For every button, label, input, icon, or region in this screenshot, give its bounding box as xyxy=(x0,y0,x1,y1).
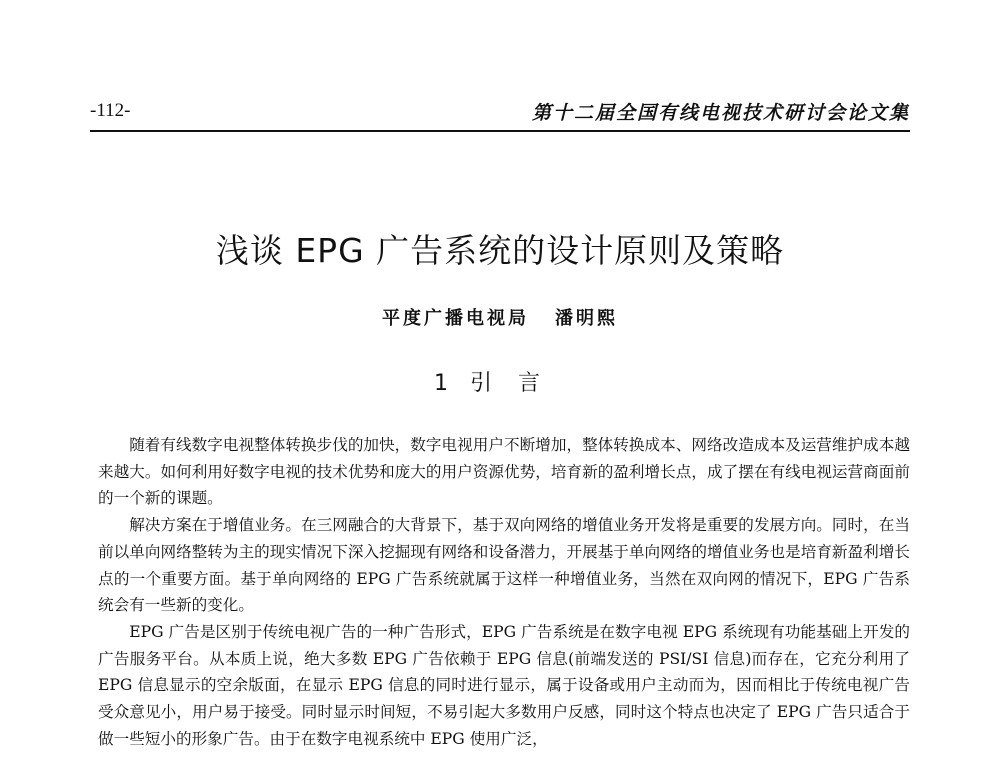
body-text xyxy=(98,432,910,752)
page-header xyxy=(90,98,910,128)
author: 潘明熙 xyxy=(555,308,618,329)
paragraph: EPG 广告是区别于传统电视广告的一种广告形式，EPG 广告系统是在数字电视 EPG 系统现有功能基础上开发的广告服务平台。从本质上说，绝大多数 EPG 广告依赖于 EPG 信息(前端发送的 PSI/SI 信息)而存在，它充分利用了 EPG 信息显示的空余版面，在显示 EPG 信息的同时进行显示，属于设备或用户主动而为，因而相比于传统电视广告受众意见小，用户易于接受。同时显示时间短，不易引起大多数用户反感，同时这个特点也决定了 EPG 广告只适合于做一些短小的形象广告。由于在数字电视系统中 EPG 使用广泛， xyxy=(98,622,910,748)
section-heading xyxy=(0,366,1000,397)
page-number: -112- xyxy=(90,100,131,121)
affiliation: 平度广播电视局 xyxy=(382,308,529,329)
byline xyxy=(0,304,1000,330)
article-title: 浅谈 EPG 广告系统的设计原则及策略 xyxy=(215,231,785,270)
header-rule xyxy=(90,130,910,132)
running-head: 第十二届全国有线电视技术研讨会论文集 xyxy=(531,102,910,124)
paragraph: 解决方案在于增值业务。在三网融合的大背景下，基于双向网络的增值业务开发将是重要的发展方向。同时，在当前以单向网络整转为主的现实情况下深入挖掘现有网络和设备潜力，开展基于单向网络的增值业务也是培育新盈利增长点的一个重要方面。基于单向网络的 EPG 广告系统就属于这样一种增值业务，当然在双向网的情况下，EPG 广告系统会有一些新的变化。 xyxy=(98,516,910,615)
paragraph: 随着有线数字电视整体转换步伐的加快，数字电视用户不断增加，整体转换成本、网络改造成本及运营维护成本越来越大。如何利用好数字电视的技术优势和庞大的用户资源优势，培育新的盈利增长点，成了摆在有线电视运营商面前的一个新的课题。 xyxy=(98,436,910,508)
section-number: 1 xyxy=(433,371,448,396)
section-title: 引言 xyxy=(469,371,566,396)
